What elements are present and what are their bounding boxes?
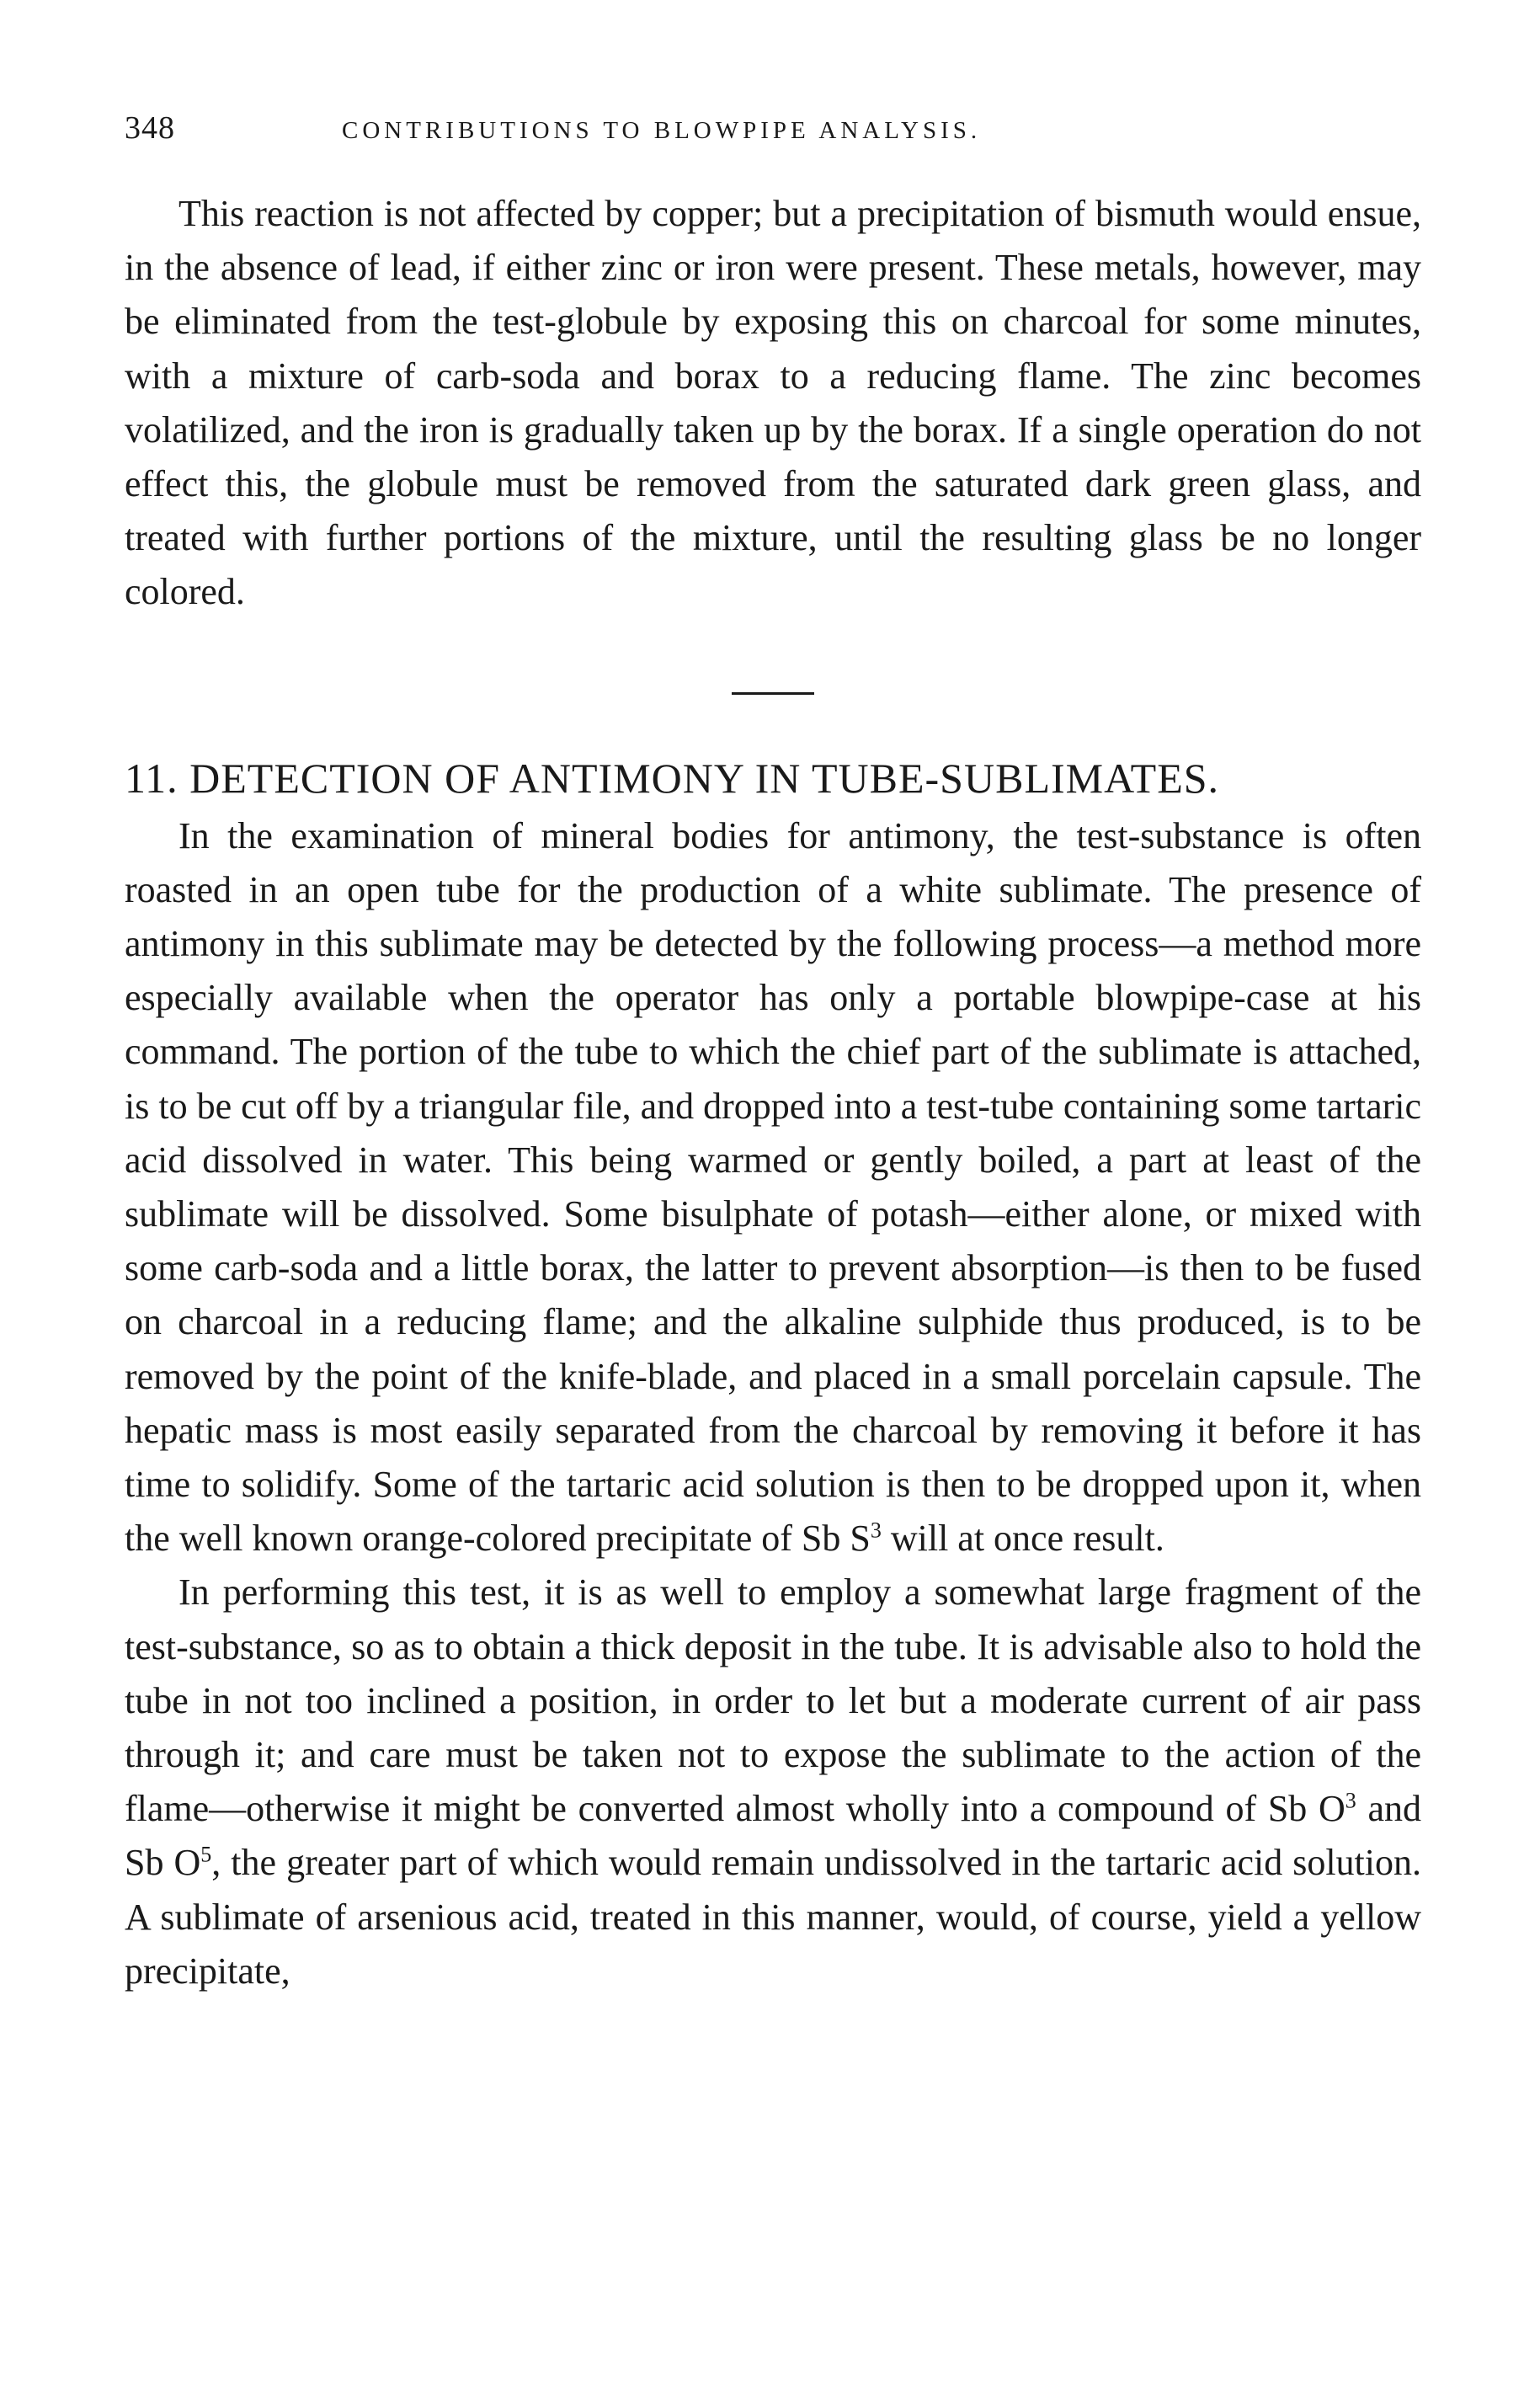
running-header — [125, 109, 1421, 168]
superscript: 3 — [1345, 1788, 1356, 1813]
paragraph-antimony-process — [125, 809, 1421, 1566]
page-number: 348 — [125, 110, 175, 146]
paragraph-text: In the examination of mineral bodies for antimony, the test-substance is often roasted in an open tube for the production of a white sublimate. The presence of antimony in this sublimate may be detected by the following process—a method more especially available when the operator has only a portable blowpipe-case at his command. The portion of the tube to which the chief part of the sublimate is attached, is to be cut off by a triangular file, and dropped into a test-tube containing some tartaric acid dissolved in water. This being warmed or gently boiled, a part at least of the sublimate will be dissolved. Some bisulphate of potash—either alone, or mixed with some carb-soda and a little borax, the latter to prevent absorption—is then to be fused on charcoal in a reducing flame; and the alkaline sulphide thus produced, is to be removed by the point of the knife-blade, and placed in a small porcelain capsule. The hepatic mass is most easily separated from the charcoal by removing it before it has time to solidify. Some of the tartaric acid solution is then to be dropped upon it, when the well known orange-colored precipitate of Sb S — [125, 814, 1421, 1560]
section-divider — [732, 692, 814, 695]
paragraph-bismuth-note: This reaction is not affected by copper; but a precipitation of bismuth would ensue, in the absence of lead, if either zinc or iron were present. These metals, however, may be eliminated from the test-globule by exposing this on charcoal for some minutes, with a mixture of carb-soda and borax to a reducing flame. The zinc becomes volatilized, and the iron is gradually taken up by the borax. If a single operation do not effect this, the globule must be removed from the saturated dark green glass, and treated with further portions of the mixture, until the resulting glass be no longer colored. — [125, 193, 1421, 613]
superscript: 5 — [200, 1842, 212, 1867]
book-page — [125, 109, 1421, 1998]
paragraph-text: and Sb O — [125, 1788, 1421, 1884]
paragraph-test-advice — [125, 1566, 1421, 1998]
running-title: CONTRIBUTIONS TO BLOWPIPE ANALYSIS. — [342, 117, 982, 144]
paragraph-text: In performing this test, it is as well to employ a somewhat large fragment of the test-substance, so as to obtain a thick deposit in the tube. It is advisable also to hold the tube in not too inclined a position, in order to let but a moderate current of air pass through it; and care must be taken not to expose the sublimate to the action of the flame—otherwise it might be converted almost wholly into a compound of Sb O — [125, 1571, 1421, 1830]
paragraph-text: , the greater part of which would remain undissolved in the tartaric acid solution. A sublimate of arsenious acid, treated in this manner, would, of course, yield a yellow precipitate, — [125, 1842, 1422, 1992]
paragraph-text: will at once result. — [881, 1518, 1164, 1560]
superscript: 3 — [870, 1518, 882, 1543]
section-heading: 11. DETECTION OF ANTIMONY IN TUBE-SUBLIMATES. — [125, 754, 1220, 802]
